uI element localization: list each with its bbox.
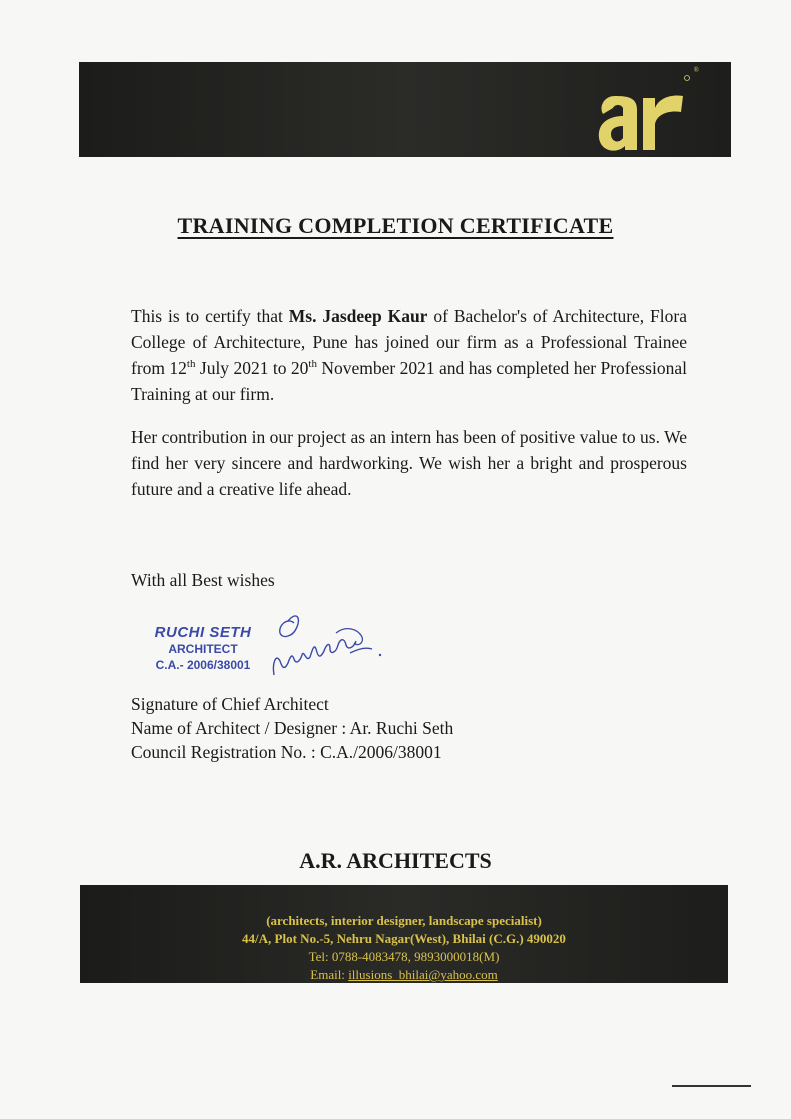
contribution-paragraph: Her contribution in our project as an intern has been of positive value to us. We find her very sincere and hardworking. We wish her a bright and prosperous future and a creative life ahead. bbox=[131, 427, 687, 499]
trainee-name: Ms. Jasdeep Kaur bbox=[288, 306, 428, 326]
footer-email-line bbox=[80, 966, 728, 984]
architect-name-line: Name of Architect / Designer : Ar. Ruchi Seth bbox=[131, 718, 454, 738]
certify-paragraph bbox=[131, 303, 687, 407]
stamp-role: ARCHITECT bbox=[168, 642, 238, 656]
p1-text-b: of Bachelor's of Architecture, Flora College of Architecture, Pune has joined our firm as a Professional Trainee from 12 bbox=[131, 306, 687, 378]
ar-logo-icon bbox=[593, 68, 693, 154]
footer-specialties: (architects, interior designer, landscape specialist) bbox=[266, 913, 542, 928]
header-band bbox=[79, 62, 731, 157]
p1-text-a: This is to certify that bbox=[131, 306, 289, 326]
p1-sup-1: th bbox=[186, 358, 196, 371]
certificate-title-text: TRAINING COMPLETION CERTIFICATE bbox=[177, 213, 614, 238]
p1-text-d: November 2021 and has completed her Professional Training at our firm. bbox=[131, 358, 687, 404]
signature-label: Signature of Chief Architect bbox=[131, 694, 329, 714]
footer-email-label: Email: bbox=[310, 967, 349, 982]
corner-divider bbox=[672, 1085, 751, 1087]
footer-tel: Tel: 0788-4083478, 9893000018(M) bbox=[308, 949, 500, 964]
p1-text-c: July 2021 to 20 bbox=[195, 358, 309, 378]
best-wishes: With all Best wishes bbox=[131, 570, 275, 590]
architect-stamp bbox=[143, 624, 263, 673]
footer-address: 44/A, Plot No.-5, Nehru Nagar(West), Bhilai (C.G.) 490020 bbox=[242, 931, 566, 946]
firm-name: A.R. ARCHITECTS bbox=[299, 848, 492, 873]
stamp-name: RUCHI SETH bbox=[154, 624, 252, 641]
council-registration-line: Council Registration No. : C.A./2006/38001 bbox=[131, 742, 442, 762]
stamp-reg: C.A.- 2006/38001 bbox=[155, 658, 251, 672]
p1-sup-2: th bbox=[308, 358, 317, 371]
logo-mark: ® bbox=[693, 66, 699, 74]
footer-email-link[interactable]: illusions_bhilai@yahoo.com bbox=[348, 967, 498, 982]
signature-details bbox=[131, 692, 453, 764]
certificate-title bbox=[0, 213, 791, 239]
footer-band bbox=[80, 885, 728, 983]
signature-icon bbox=[266, 603, 396, 683]
